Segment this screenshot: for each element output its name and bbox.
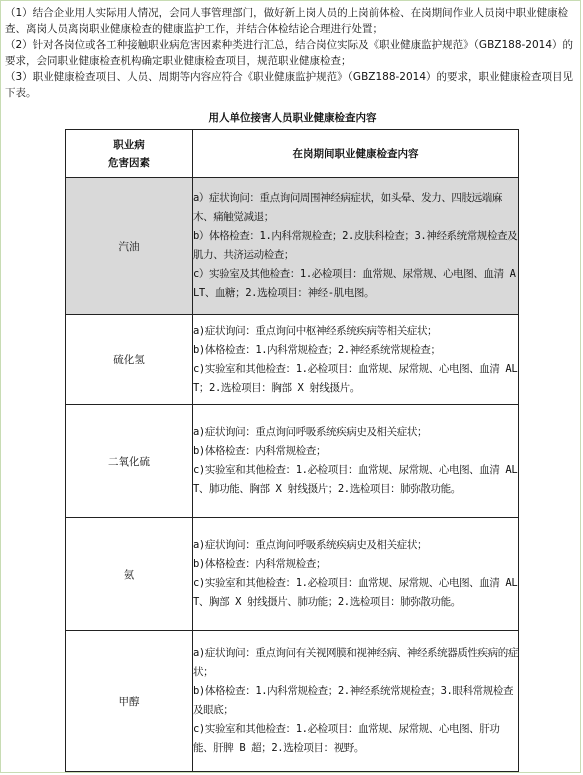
lab-tests: c)实验室和其他检查：1.必检项目：血常规、尿常规、心电图、血清 ALT；2.选检项目：胸部 X 射线摄片。 [193, 362, 518, 394]
health-check-table [65, 129, 519, 772]
lab-tests: c)实验室和其他检查：1.必检项目：血常规、尿常规、心电图、肝功能、肝脾 B 超；2.选检项目：视野。 [193, 723, 500, 754]
physical-exam: b)体格检查：1.内科常规检查；2.神经系统常规检查；3.眼科常规检查及眼底； [193, 685, 514, 716]
content-cell [193, 405, 519, 518]
content-cell [193, 631, 519, 772]
intro-paragraph-1: （1）结合企业用人实际用人情况，会同人事管理部门，做好新上岗人员的上岗前体检、在岗期间作业人员岗中职业健康检查、离岗人员离岗职业健康检查的健康监护工作，并结合体检结论合理进行处置； [5, 7, 569, 35]
content-cell [193, 315, 519, 405]
symptom-inquiry: a)症状询问：重点询问呼吸系统疾病史及相关症状； [193, 539, 428, 551]
physical-exam: b)体格检查：内科常规检查； [193, 445, 327, 457]
physical-exam: b)体格检查：内科常规检查； [193, 558, 327, 570]
symptom-inquiry: a)症状询问：重点询问有关视网膜和视神经病、神经系统器质性疾病的症状； [193, 647, 518, 678]
table-row [66, 405, 519, 518]
header-hazard-line-2: 危害因素 [108, 156, 150, 169]
symptom-inquiry: a）症状询问：重点询问周围神经病症状，如头晕、发力、四肢远端麻木、痛触觉减退； [193, 192, 502, 223]
hazard-cell: 硫化氢 [66, 315, 193, 405]
header-hazard-line-1: 职业病 [113, 138, 145, 151]
intro-paragraph-3: （3）职业健康检查项目、人员、周期等内容应符合《职业健康监护规范》（GBZ188-2014）的要求，职业健康检查项目见下表。 [5, 71, 574, 99]
hazard-cell: 氨 [66, 518, 193, 631]
hazard-cell: 二氧化硫 [66, 405, 193, 518]
physical-exam: b）体格检查：1.内科常规检查；2.皮肤科检查；3.神经系统常规检查及肌力、共济运动检查； [193, 230, 518, 261]
physical-exam: b)体格检查：1.内科常规检查；2.神经系统常规检查； [193, 343, 441, 356]
hazard-cell: 汽油 [66, 178, 193, 315]
hazard-cell: 甲醇 [66, 631, 193, 772]
symptom-inquiry: a)症状询问：重点询问中枢神经系统疾病等相关症状； [193, 324, 438, 337]
content-cell [193, 178, 519, 315]
lab-tests: c)实验室和其他检查：1.必检项目：血常规、尿常规、心电图、血清 ALT、肺功能、胸部 X 射线摄片；2.选检项目：肺弥散功能。 [193, 464, 518, 495]
intro-text [5, 5, 579, 101]
table-row [66, 518, 519, 631]
table-row [66, 315, 519, 405]
lab-tests: c）实验室及其他检查：1.必检项目：血常规、尿常规、心电图、血清 ALT、血糖；2.选检项目：神经-肌电图。 [193, 268, 516, 299]
symptom-inquiry: a)症状询问：重点询问呼吸系统疾病史及相关症状； [193, 426, 428, 438]
header-content: 在岗期间职业健康检查内容 [193, 130, 519, 178]
table-header-row [66, 130, 519, 178]
header-hazard [66, 130, 193, 178]
lab-tests: c)实验室和其他检查：1.必检项目：血常规、尿常规、心电图、血清 ALT、胸部 X 射线摄片、肺功能；2.选检项目：肺弥散功能。 [193, 577, 518, 608]
intro-paragraph-2: （2）针对各岗位或各工种接触职业病危害因素种类进行汇总，结合岗位实际及《职业健康监护规范》（GBZ188-2014）的要求，会同职业健康检查机构确定职业健康检查项目，规范职业健康检查； [5, 39, 574, 67]
table-row [66, 178, 519, 315]
table-title: 用人单位接害人员职业健康检查内容 [208, 112, 377, 124]
content-cell [193, 518, 519, 631]
table-row [66, 631, 519, 772]
